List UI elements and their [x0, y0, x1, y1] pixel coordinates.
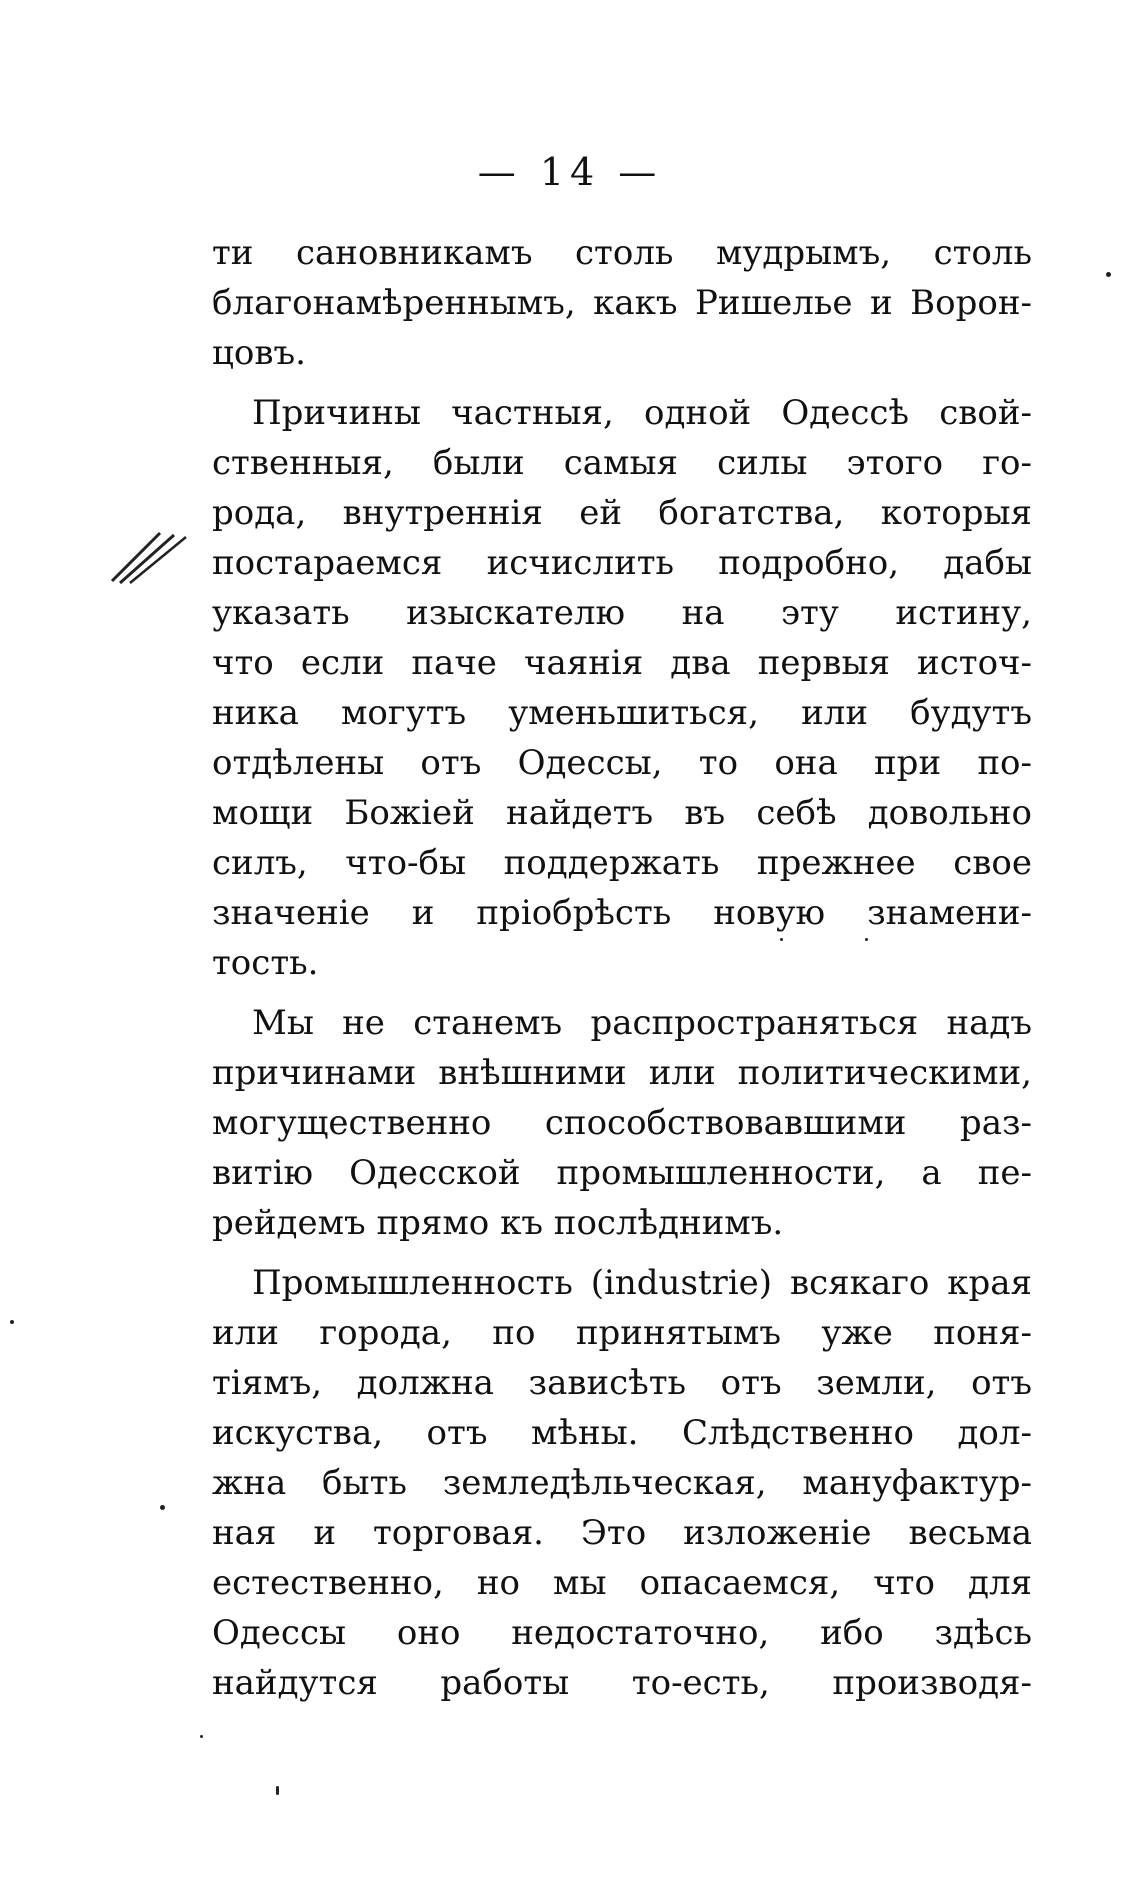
text-line: или города, по принятымъ уже поня- — [212, 1313, 1032, 1353]
text-line: ственныя, были самыя силы этого го- — [212, 443, 1032, 483]
text-line: жна быть земледѣльческая, мануфактур- — [212, 1463, 1032, 1503]
text-line: отдѣлены отъ Одессы, то она при по- — [212, 743, 1032, 783]
text-line: ника могутъ уменьшиться, или будутъ — [212, 693, 1032, 733]
paragraph-3 — [212, 998, 1032, 1248]
text-line: что если паче чаянія два первыя источ- — [212, 643, 1032, 683]
text-line: Промышленность (industrie) всякаго края — [252, 1263, 1032, 1303]
text-line: Причины частныя, одной Одессѣ свой- — [252, 393, 1032, 433]
ink-speck — [10, 1320, 14, 1324]
text-line: витію Одесской промышленности, а пе- — [212, 1153, 1032, 1193]
paragraph-2 — [212, 388, 1032, 988]
text-line: ная и торговая. Это изложеніе весьма — [212, 1513, 1032, 1553]
text-line: причинами внѣшними или политическими, — [212, 1053, 1032, 1093]
text-line: искуства, отъ мѣны. Слѣдственно дол- — [212, 1413, 1032, 1453]
paragraph-4 — [212, 1258, 1032, 1708]
text-line: ти сановникамъ столь мудрымъ, столь — [212, 233, 1032, 273]
text-line: указать изыскателю на эту истину, — [212, 593, 1032, 633]
ink-speck — [160, 1505, 165, 1510]
text-line: постараемся исчислить подробно, дабы — [212, 543, 1032, 583]
text-line: мощи Божіей найдетъ въ себѣ довольно — [212, 793, 1032, 833]
text-line: тіямъ, должна зависѣть отъ земли, отъ — [212, 1363, 1032, 1403]
body-text — [212, 228, 1032, 1718]
text-line: рейдемъ прямо къ послѣднимъ. — [212, 1203, 784, 1243]
paragraph-1 — [212, 228, 1032, 378]
text-line: тость. — [212, 943, 319, 983]
text-line: Одессы оно недостаточно, ибо здѣсь — [212, 1613, 1032, 1653]
margin-hatch-mark — [108, 525, 188, 585]
text-line: цовъ. — [212, 333, 306, 373]
text-line: значеніе и пріобрѣсть новую знамени- — [212, 893, 1032, 933]
text-line: силъ, что-бы поддержать прежнее свое — [212, 843, 1032, 883]
ink-speck — [200, 1735, 203, 1738]
text-line: найдутся работы то-есть, производя- — [212, 1663, 1032, 1703]
text-line: Мы не станемъ распространяться надъ — [252, 1003, 1032, 1043]
ink-speck — [780, 938, 783, 941]
ink-speck — [865, 938, 868, 941]
ink-speck — [1106, 272, 1111, 277]
ink-speck — [276, 1786, 279, 1795]
text-line: могущественно способствовавшими раз- — [212, 1103, 1032, 1143]
text-line: благонамѣреннымъ, какъ Ришелье и Ворон- — [212, 283, 1032, 323]
text-line: рода, внутреннія ей богатства, которыя — [212, 493, 1032, 533]
text-line: естественно, но мы опасаемся, что для — [212, 1563, 1032, 1603]
page-number: — 14 — — [477, 150, 663, 194]
